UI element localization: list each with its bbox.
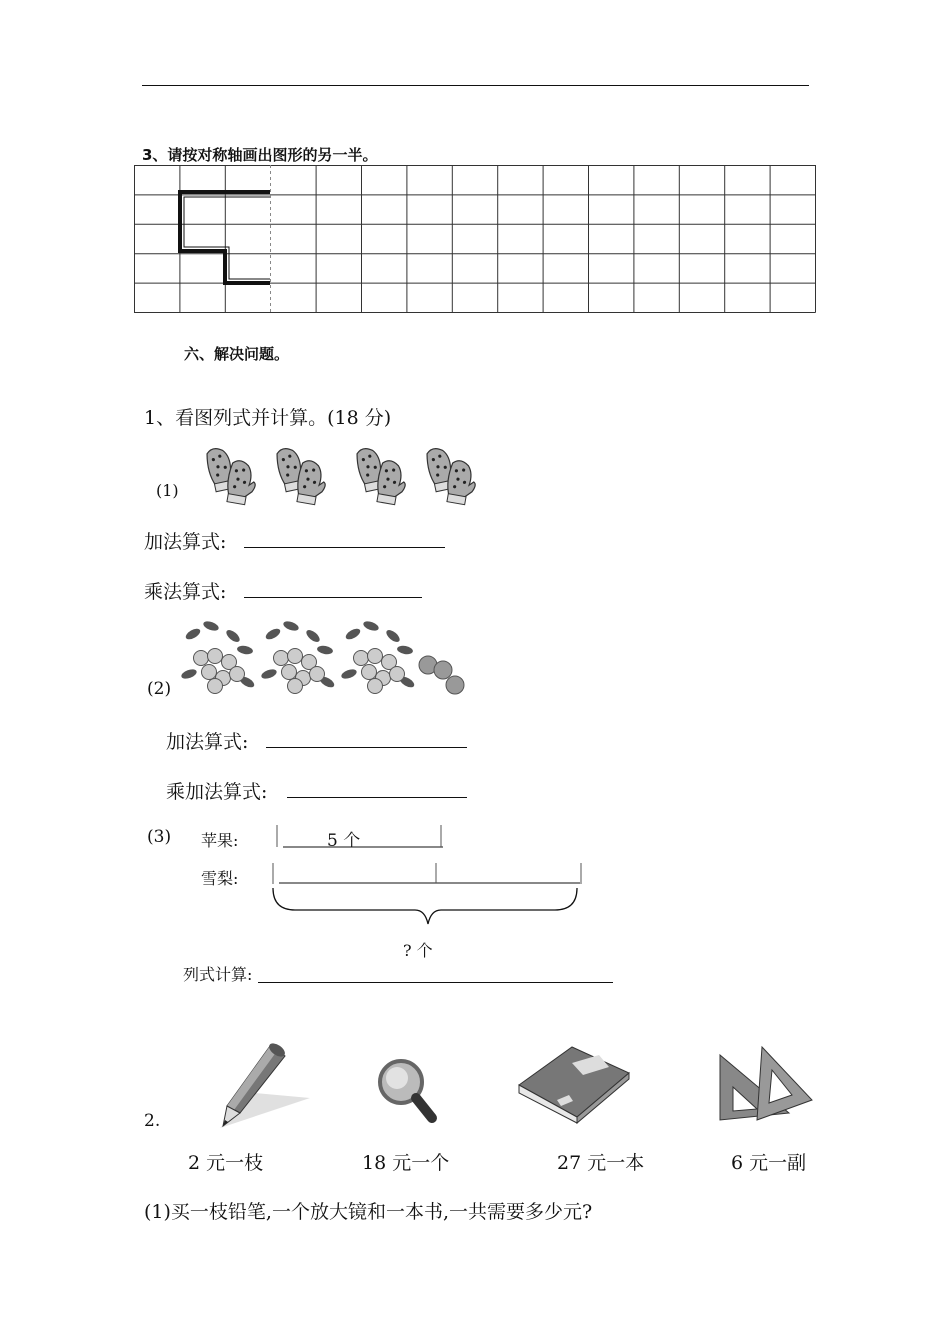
p2-add-label: 加法算式:	[166, 731, 249, 753]
apple-branch	[260, 620, 336, 694]
p1-add-answer-line[interactable]	[244, 547, 445, 548]
price-magnifier: 18 元一个	[362, 1152, 450, 1174]
q2-label: 2.	[144, 1111, 161, 1131]
book-icon	[517, 1045, 632, 1125]
price-pencil: 2 元一枝	[188, 1152, 264, 1174]
apple-branches	[185, 622, 485, 702]
header-rule	[142, 85, 809, 86]
p2-mul-label: 乘加法算式:	[166, 781, 268, 803]
segment-diagram	[265, 820, 595, 920]
mittens-group	[197, 442, 477, 502]
q1-title: 1、看图列式并计算。(18 分)	[144, 407, 392, 429]
loose-apples	[419, 656, 464, 694]
p2-label: (2)	[147, 679, 172, 699]
total-brace	[273, 888, 577, 924]
mitten-pair	[205, 445, 259, 506]
p3-label: (3)	[147, 827, 172, 847]
p3-calc-label: 列式计算:	[183, 965, 253, 984]
apple-branch	[180, 620, 256, 694]
price-book: 27 元一本	[557, 1152, 645, 1174]
section3-heading: 3、请按对称轴画出图形的另一半。	[142, 146, 378, 164]
p3-calc-answer-line[interactable]	[258, 982, 613, 983]
mitten-pair	[425, 445, 479, 506]
symmetry-grid[interactable]	[134, 165, 816, 313]
section6-heading: 六、解决问题。	[184, 345, 290, 363]
mitten-pair	[355, 445, 409, 506]
price-triangle-ruler: 6 元一副	[731, 1152, 807, 1174]
apple-branch	[340, 620, 416, 694]
p2-mul-answer-line[interactable]	[287, 797, 467, 798]
p1-mul-answer-line[interactable]	[244, 597, 422, 598]
q2-sub1-question: (1)买一枝铅笔,一个放大镜和一本书,一共需要多少元?	[144, 1201, 593, 1223]
p1-mul-label: 乘法算式:	[144, 581, 227, 603]
p3-apple-value: 5 个	[327, 831, 361, 851]
p3-question: ? 个	[403, 941, 433, 960]
p3-pear-label: 雪梨:	[201, 869, 239, 888]
p3-apple-label: 苹果:	[201, 831, 239, 850]
mitten-pair	[275, 445, 329, 506]
p1-add-label: 加法算式:	[144, 531, 227, 553]
magnifier-icon	[374, 1058, 444, 1133]
p1-label: (1)	[156, 481, 179, 500]
triangle-ruler-icon	[717, 1045, 817, 1125]
pencil-icon	[215, 1038, 315, 1133]
p2-add-answer-line[interactable]	[266, 747, 467, 748]
